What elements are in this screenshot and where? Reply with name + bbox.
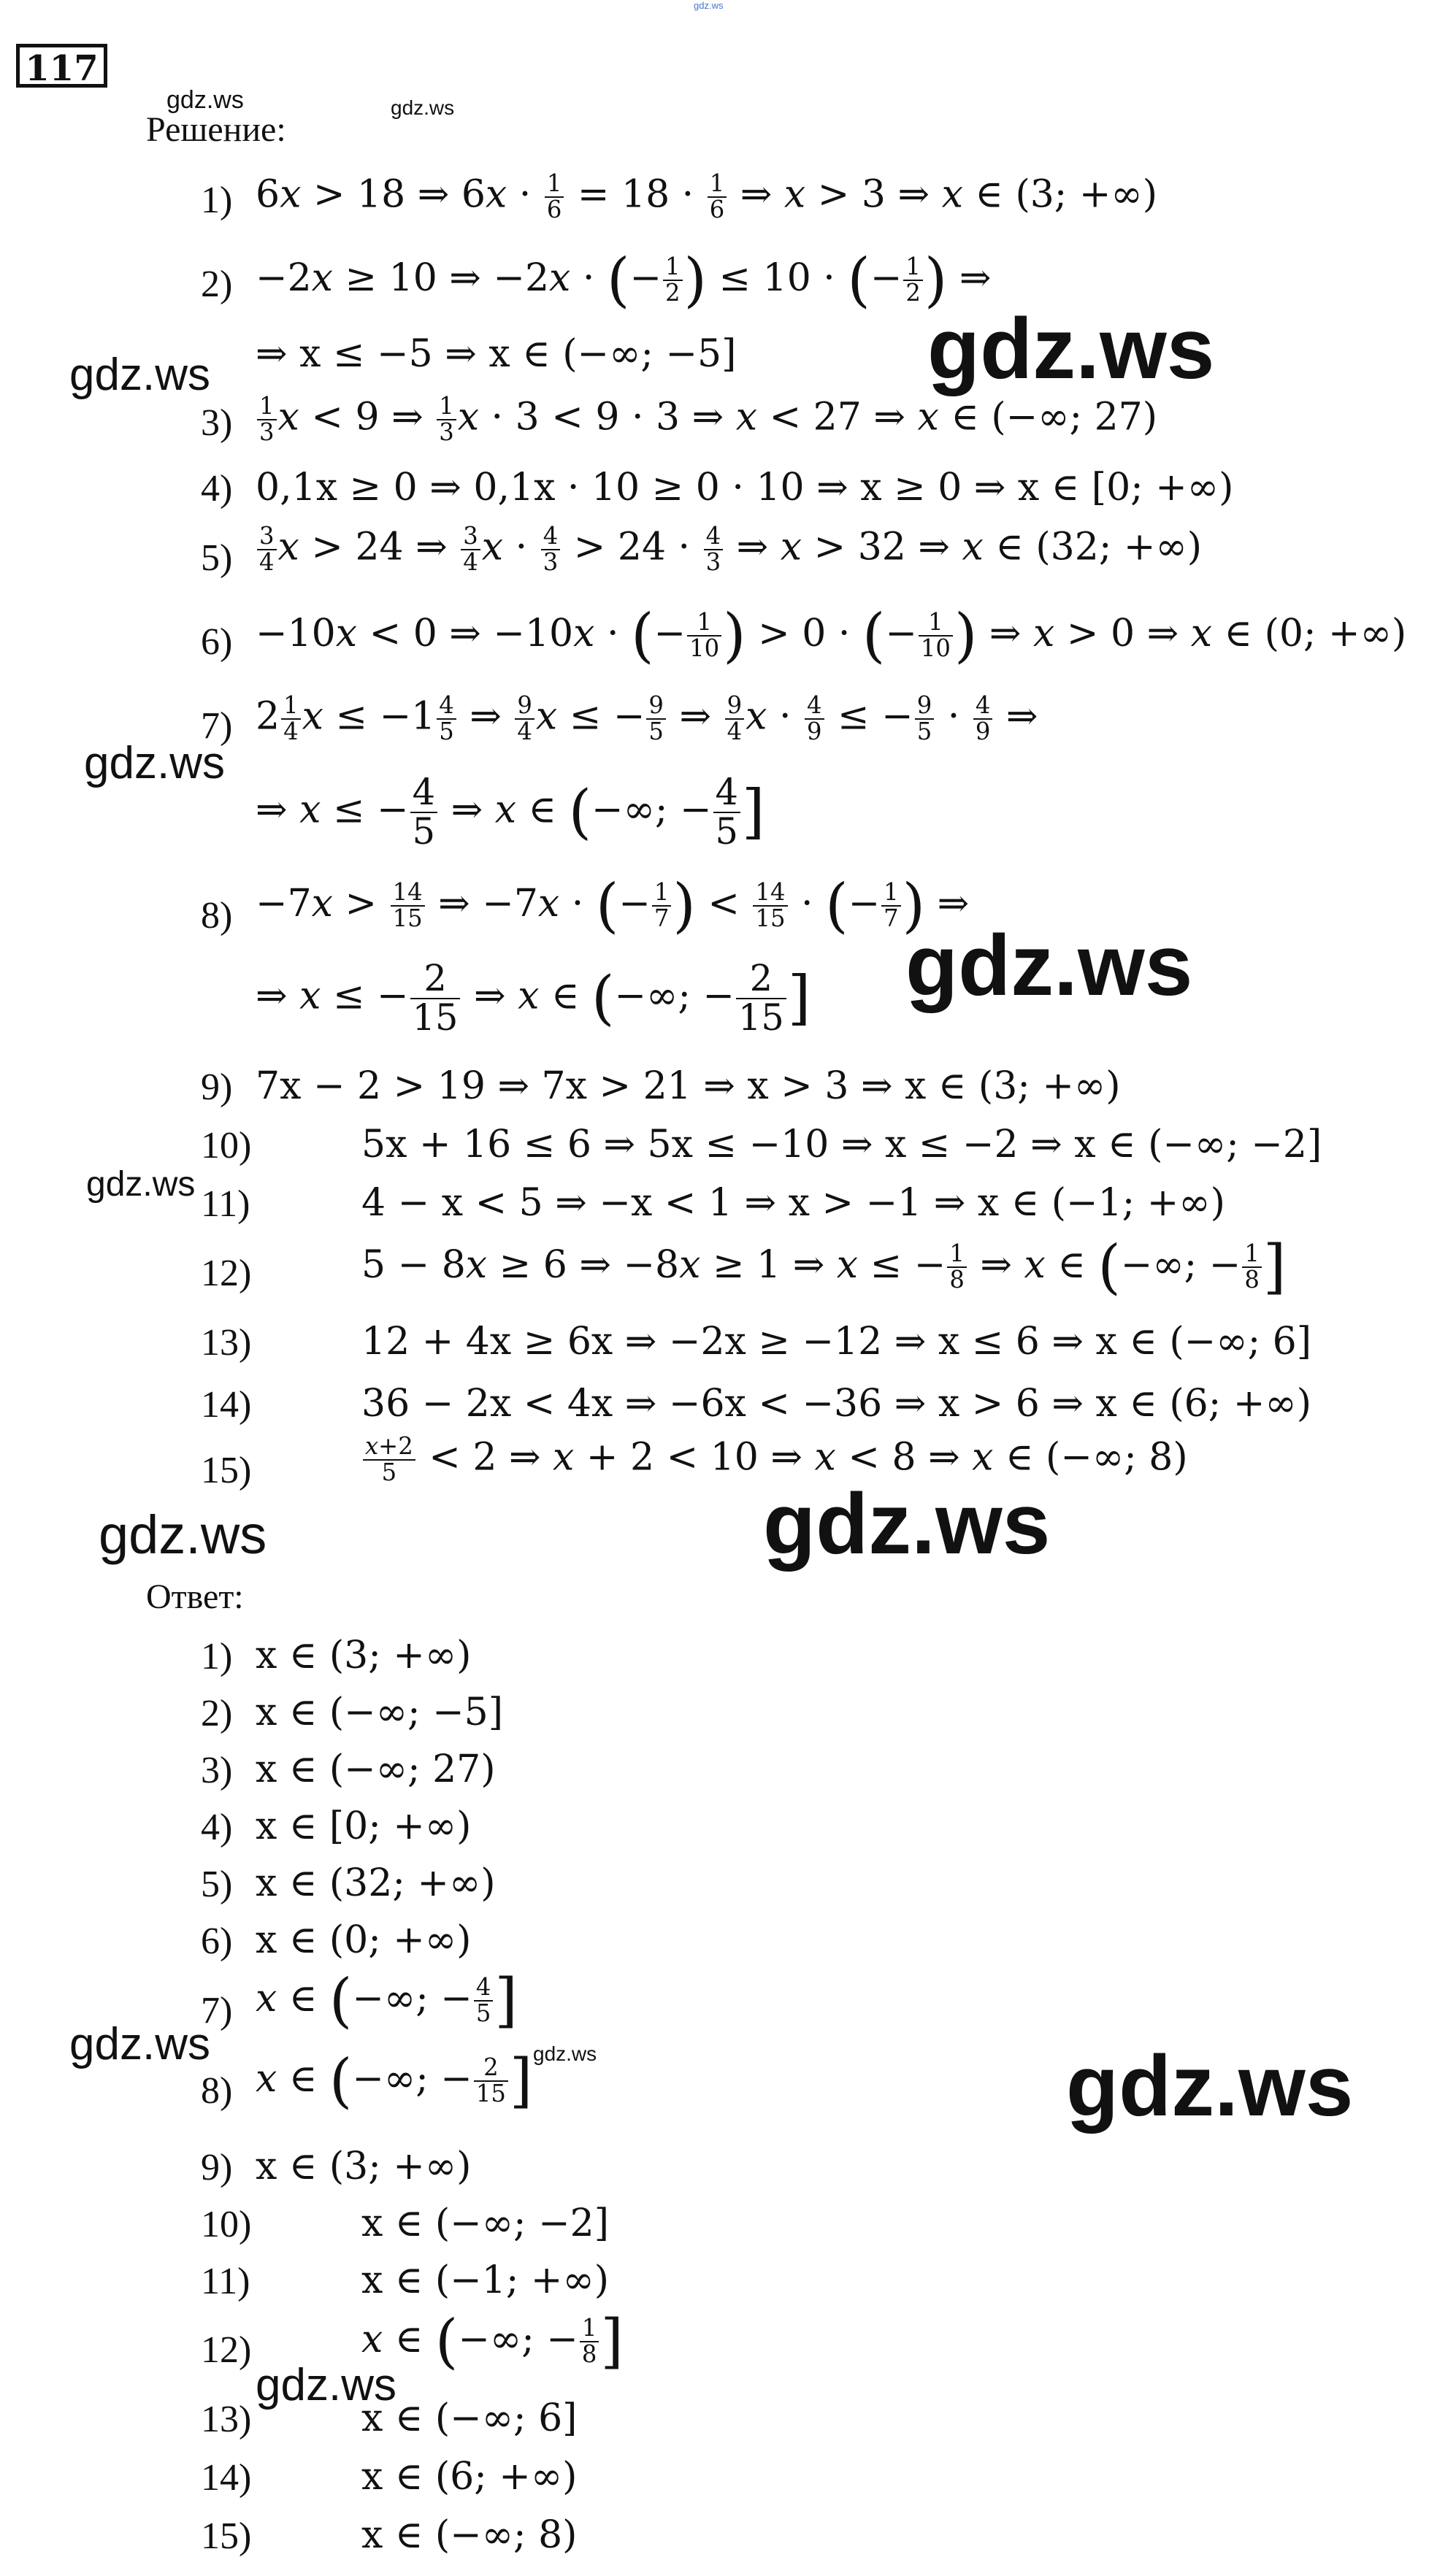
solution-num-7: 7)	[201, 705, 233, 747]
watermark: gdz.ws	[391, 96, 455, 119]
answer-7: 𝑥 ∈ (−∞; − $\frac{4}{5}$ ]	[256, 1966, 518, 2035]
solution-line-2-cont: ⇒ x ≤ −5 ⇒ x ∈ (−∞; −5]	[256, 332, 737, 376]
answer-num-2: 2)	[201, 1693, 233, 1734]
answer-2: x ∈ (−∞; −5]	[256, 1691, 504, 1734]
solution-num-9: 9)	[201, 1066, 233, 1108]
solution-line-8-cont: ⇒ 𝑥 ≤ − $\frac{2}{15}$ ⇒ 𝑥 ∈ (−∞; − $\frac{2}{15}$ ]	[256, 957, 811, 1039]
solution-line-7-cont: ⇒ 𝑥 ≤ − $\frac{4}{5}$ ⇒ 𝑥 ∈ (−∞; − $\frac{4}{5}$ ]	[256, 771, 765, 853]
solution-line-12: 5 − 8𝑥 ≥ 6 ⇒ −8𝑥 ≥ 1 ⇒ 𝑥 ≤ − $\frac{1}{8}$ ⇒ 𝑥 ∈ (−∞; − $\frac{1}{8}$ ]	[361, 1233, 1287, 1302]
answer-11: x ∈ (−1; +∞)	[361, 2258, 610, 2302]
solution-line-4: 0,1x ≥ 0 ⇒ 0,1x · 10 ≥ 0 · 10 ⇒ x ≥ 0 ⇒ x ∈ [0; +∞)	[256, 466, 1234, 510]
answer-num-1: 1)	[201, 1636, 233, 1677]
solution-num-2: 2)	[201, 264, 233, 305]
answer-3: x ∈ (−∞; 27)	[256, 1748, 496, 1791]
watermark-top: gdz.ws	[694, 0, 724, 11]
solution-line-10: 5x + 16 ≤ 6 ⇒ 5x ≤ −10 ⇒ x ≤ −2 ⇒ x ∈ (−∞; −2]	[361, 1123, 1322, 1166]
solution-num-4: 4)	[201, 468, 233, 510]
watermark: gdz.ws	[69, 350, 210, 400]
solution-num-6: 6)	[201, 621, 233, 663]
solution-line-14: 36 − 2x < 4x ⇒ −6x < −36 ⇒ x > 6 ⇒ x ∈ (6; +∞)	[361, 1382, 1311, 1426]
answer-5: x ∈ (32; +∞)	[256, 1861, 496, 1905]
answer-num-10: 10)	[201, 2204, 252, 2245]
solution-line-8: −7𝑥 > $\frac{14}{15}$ ⇒ −7𝑥 · (− $\frac{1}{7}$ ) < $\frac{14}{15}$ · (− $\frac{1}{7}$ ) ⇒	[256, 872, 970, 940]
solution-num-12: 12)	[201, 1253, 252, 1294]
solution-line-1: 6𝑥 > 18 ⇒ 6𝑥 · $\frac{1}{6}$ = 18 · $\frac{1}{6}$ ⇒ 𝑥 > 3 ⇒ 𝑥 ∈ (3; +∞)	[256, 169, 1158, 223]
watermark: gdz.ws	[256, 2360, 396, 2410]
answer-6: x ∈ (0; +∞)	[256, 1918, 472, 1962]
answer-9: x ∈ (3; +∞)	[256, 2145, 472, 2188]
answer-num-7: 7)	[201, 1990, 233, 2031]
solution-line-9: 7x − 2 > 19 ⇒ 7x > 21 ⇒ x > 3 ⇒ x ∈ (3; +∞)	[256, 1064, 1121, 1108]
watermark: gdz.ws	[166, 86, 244, 114]
solution-num-1: 1)	[201, 180, 233, 221]
watermark: gdz.ws	[84, 738, 225, 788]
answer-num-5: 5)	[201, 1864, 233, 1905]
solution-line-6: −10𝑥 < 0 ⇒ −10𝑥 · (− $\frac{1}{10}$ ) > 0 · (− $\frac{1}{10}$ ) ⇒ 𝑥 > 0 ⇒ 𝑥 ∈ (0; +∞)	[256, 601, 1407, 670]
solution-num-10: 10)	[201, 1125, 252, 1166]
answer-num-15: 15)	[201, 2515, 252, 2557]
answer-10: x ∈ (−∞; −2]	[361, 2202, 610, 2245]
answer-14: x ∈ (6; +∞)	[361, 2455, 578, 2499]
solution-line-11: 4 − x < 5 ⇒ −x < 1 ⇒ x > −1 ⇒ x ∈ (−1; +∞)	[361, 1181, 1225, 1225]
solution-num-8: 8)	[201, 895, 233, 937]
solution-line-7: 2 $\frac{1}{4}$ 𝑥 ≤ −1 $\frac{4}{5}$ ⇒ $\frac{9}{4}$ 𝑥 ≤ − $\frac{9}{5}$ ⇒ $\frac{9}{4}$ 𝑥 · $\frac{4}{9}$ ≤ − $\frac{9}{5}$ · $\frac{4}{9}$ ⇒	[256, 691, 1038, 745]
answer-8: 𝑥 ∈ (−∞; − $\frac{2}{15}$ ]	[256, 2047, 533, 2115]
answer-4: x ∈ [0; +∞)	[256, 1804, 472, 1848]
answer-num-12: 12)	[201, 2329, 252, 2371]
answer-num-14: 14)	[201, 2457, 252, 2499]
answer-12: 𝑥 ∈ (−∞; − $\frac{1}{8}$ ]	[361, 2307, 624, 2376]
answer-15: x ∈ (−∞; 8)	[361, 2513, 578, 2557]
watermark: gdz.ws	[763, 1476, 1051, 1572]
watermark: gdz.ws	[905, 918, 1193, 1014]
solution-line-5: $\frac{3}{4}$ 𝑥 > 24 ⇒ $\frac{3}{4}$ 𝑥 · $\frac{4}{3}$ > 24 · $\frac{4}{3}$ ⇒ 𝑥 > 32 ⇒ 𝑥 ∈ (32; +∞)	[256, 524, 1202, 575]
answer-num-8: 8)	[201, 2070, 233, 2112]
watermark: gdz.ws	[1066, 2038, 1354, 2134]
answer-num-13: 13)	[201, 2399, 252, 2440]
watermark: gdz.ws	[533, 2042, 597, 2065]
solution-line-15: $\frac{\text{𝑥+2}}{5}$ < 2 ⇒ 𝑥 + 2 < 10 ⇒ 𝑥 < 8 ⇒ 𝑥 ∈ (−∞; 8)	[361, 1434, 1188, 1485]
solution-num-14: 14)	[201, 1384, 252, 1426]
answer-num-6: 6)	[201, 1921, 233, 1962]
answer-num-11: 11)	[201, 2261, 250, 2302]
problem-number: 117	[16, 44, 107, 88]
answer-label: Ответ:	[146, 1577, 244, 1616]
answer-13: x ∈ (−∞; 6]	[361, 2396, 578, 2440]
solution-num-15: 15)	[201, 1450, 252, 1491]
solution-num-13: 13)	[201, 1322, 252, 1364]
watermark: gdz.ws	[99, 1504, 267, 1565]
answer-num-4: 4)	[201, 1807, 233, 1848]
solution-num-5: 5)	[201, 537, 233, 579]
solution-label: Решение:	[146, 110, 286, 149]
answer-num-9: 9)	[201, 2147, 233, 2188]
solution-line-3: $\frac{1}{3}$ 𝑥 < 9 ⇒ $\frac{1}{3}$ 𝑥 · 3 < 9 · 3 ⇒ 𝑥 < 27 ⇒ 𝑥 ∈ (−∞; 27)	[201, 394, 1157, 445]
solution-line-2: −2𝑥 ≥ 10 ⇒ −2𝑥 · (− $\frac{1}{2}$ ) ≤ 10 · (− $\frac{1}{2}$ ) ⇒	[256, 246, 992, 315]
watermark: gdz.ws	[69, 2019, 210, 2069]
watermark: gdz.ws	[86, 1165, 196, 1204]
solution-num-11: 11)	[201, 1183, 250, 1225]
solution-line-13: 12 + 4x ≥ 6x ⇒ −2x ≥ −12 ⇒ x ≤ 6 ⇒ x ∈ (−∞; 6]	[361, 1320, 1311, 1364]
watermark: gdz.ws	[927, 301, 1215, 397]
answer-1: x ∈ (3; +∞)	[256, 1634, 472, 1677]
solution-num-3: 3)	[201, 402, 233, 444]
answer-num-3: 3)	[201, 1750, 233, 1791]
